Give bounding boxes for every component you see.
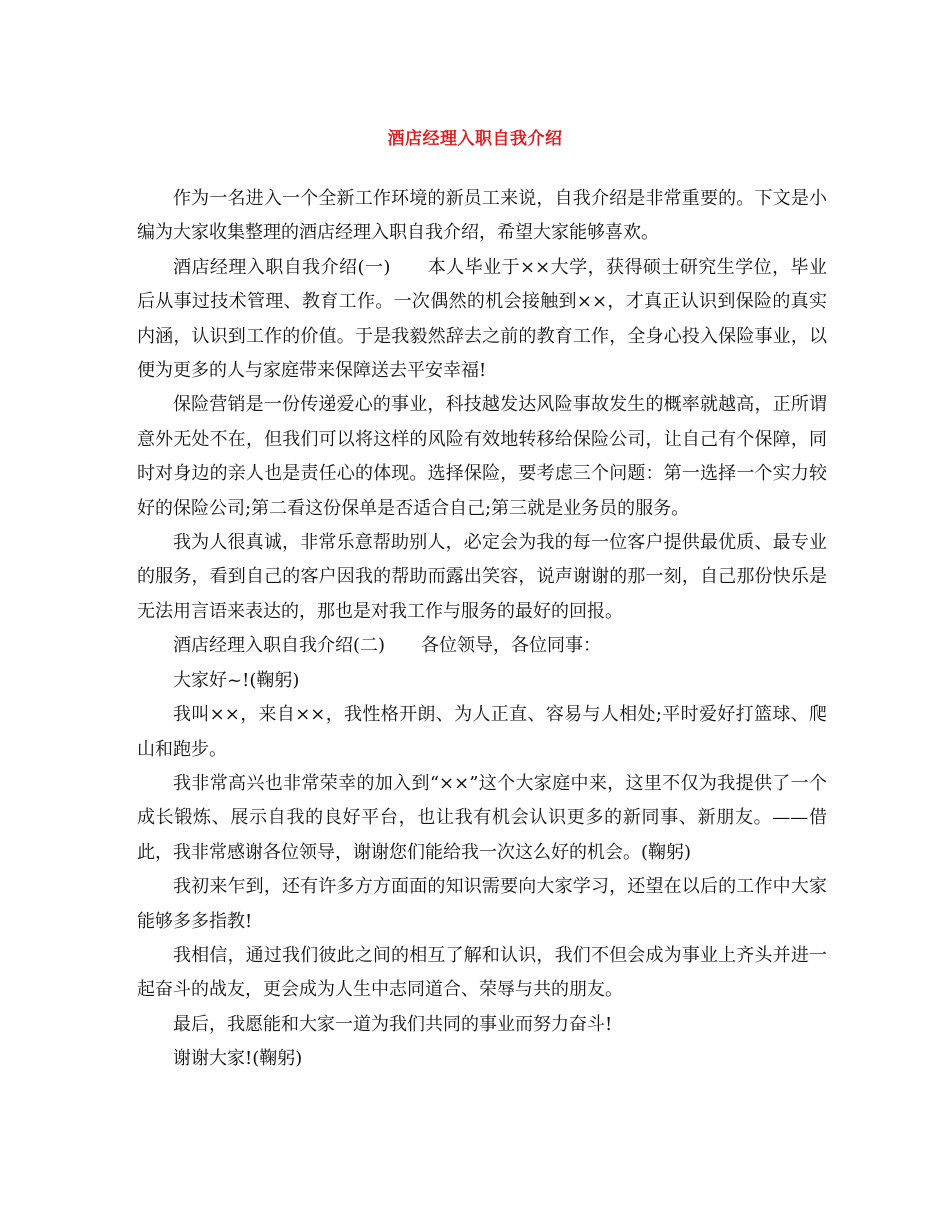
paragraph: 作为一名进入一个全新工作环境的新员工来说，自我介绍是非常重要的。下文是小编为大家收集整理的酒店经理入职自我介绍，希望大家能够喜欢。 — [137, 188, 827, 244]
paragraph: 酒店经理入职自我介绍(一) 本人毕业于××大学，获得硕士研究生学位，毕业后从事过技术管理、教育工作。一次偶然的机会接触到××，才真正认识到保险的真实内涵，认识到工作的价值。于是我毅然辞去之前的教育工作，全身心投入保险事业，以便为更多的人与家庭带来保障送去平安幸福! — [137, 256, 827, 382]
paragraph: 我相信，通过我们彼此之间的相互了解和认识，我们不但会成为事业上齐头并进一起奋斗的战友，更会成为人生中志同道合、荣辱与共的朋友。 — [137, 944, 827, 1001]
paragraph: 保险营销是一份传递爱心的事业，科技越发达风险事故发生的概率就越高，正所谓意外无处不在，但我们可以将这样的风险有效地转移给保险公司，让自己有个保障，同时对身边的亲人也是责任心的体现。选择保险，要考虑三个问题：第一选择一个实力较好的保险公司;第二看这份保单是否适合自己;第三就是业务员的服务。 — [137, 394, 827, 519]
document-title: 酒店经理入职自我介绍 — [387, 129, 563, 149]
paragraph: 我初来乍到，还有许多方方面面的知识需要向大家学习，还望在以后的工作中大家能够多多指教! — [137, 876, 827, 932]
paragraph: 酒店经理入职自我介绍(二) 各位领导，各位同事： — [173, 635, 602, 657]
paragraph: 我非常高兴也非常荣幸的加入到“××”这个大家庭中来，这里不仅为我提供了一个成长锻炼、展示自我的良好平台，也让我有机会认识更多的新同事、新朋友。——借此，我非常感谢各位领导，谢谢您们能给我一次这么好的机会。(鞠躬) — [137, 772, 827, 863]
paragraph: 最后，我愿能和大家一道为我们共同的事业而努力奋斗! — [173, 1013, 613, 1035]
paragraph: 我为人很真诚，非常乐意帮助别人，必定会为我的每一位客户提供最优质、最专业的服务，看到自己的客户因我的帮助而露出笑容，说声谢谢的那一刻，自己那份快乐是无法用言语来表达的，那也是对我工作与服务的最好的回报。 — [137, 532, 827, 622]
paragraph: 我叫××，来自××，我性格开朗、为人正直、容易与人相处;平时爱好打篮球、爬山和跑步。 — [137, 704, 827, 760]
document-body — [137, 182, 827, 1077]
paragraph: 大家好~!(鞠躬) — [173, 669, 300, 691]
paragraph: 谢谢大家!(鞠躬) — [173, 1048, 303, 1070]
